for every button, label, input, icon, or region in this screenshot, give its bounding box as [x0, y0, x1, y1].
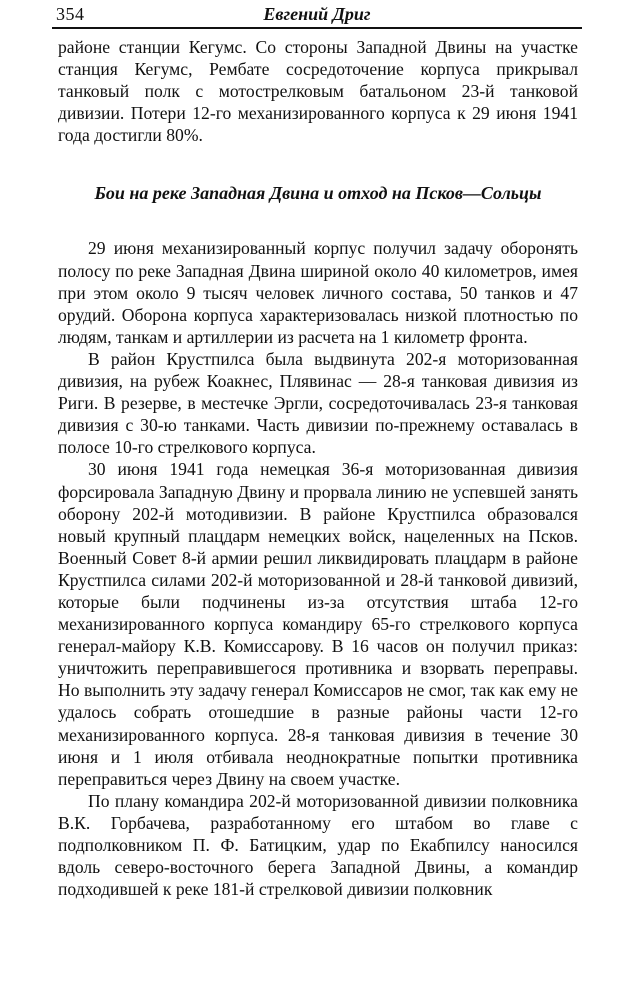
paragraph: По плану командира 202-й моторизованной дивизии полковника В.К. Горбачева, разработанному его штабом во главе с подполковником П. Ф. Батицким, удар по Екабпилсу наносился вдоль северо-восточного берега Западной Двины, а командир подходившей к реке 181-й стрелковой дивизии полковник	[58, 790, 578, 900]
paragraph: 30 июня 1941 года немецкая 36-я моторизованная дивизия форсировала Западную Двину и прорвала линию не успевшей занять оборону 202-й мотодивизии. В районе Крустпилса образовался новый крупный плацдарм немецких войск, нацеленных на Псков. Военный Совет 8-й армии решил ликвидировать плацдарм в районе Крустпилса силами 202-й моторизованной и 28-й танковой дивизий, которые были подчинены из-за отсутствия штаба 12-го механизированного корпуса командиру 65-го стрелкового корпуса генерал-майору К.В. Комиссарову. В 16 часов он получил приказ: уничтожить переправившегося противника и взорвать переправы. Но выполнить эту задачу генерал Комиссаров не смог, так как ему не удалось собрать отошедшие в разные районы части 12-го механизированного корпуса. 28-я танковая дивизия в течение 30 июня и 1 июля отбивала неоднократные попытки противника переправиться через Двину на своем участке.	[58, 459, 578, 789]
paragraph: 29 июня механизированный корпус получил задачу оборонять полосу по реке Западная Двина шириной около 40 километров, имея при этом около 9 тысяч человек личного состава, 50 танков и 47 орудий. Оборона корпуса характеризовалась низкой плотностью по людям, танкам и артиллерии из расчета на 1 километр фронта.	[58, 238, 578, 347]
paragraph: В район Крустпилса была выдвинута 202-я моторизованная дивизия, на рубеж Коакнес, Плявинас — 28-я танковая дивизия из Риги. В резерве, в местечке Эргли, сосредоточивалась 23-я танковая дивизия с 30-ю танками. Часть дивизии по-прежнему оставалась в полосе 10-го стрелкового корпуса.	[58, 348, 578, 458]
page-header	[52, 2, 582, 28]
body-text	[58, 36, 578, 900]
section-heading: Бои на реке Западная Двина и отход на Псков—Сольцы	[94, 183, 542, 204]
continued-paragraph: районе станции Кегумс. Со стороны Западной Двины на участке станция Кегумс, Рембате сосредоточение корпуса прикрывал танковый полк с мотострелковым батальоном 23-й танковой дивизии. Потери 12-го механизированного корпуса к 29 июня 1941 года достигли 80%.	[58, 37, 578, 146]
header-rule	[52, 27, 582, 29]
page-number: 354	[56, 4, 85, 24]
running-title: Евгений Дриг	[263, 4, 371, 24]
